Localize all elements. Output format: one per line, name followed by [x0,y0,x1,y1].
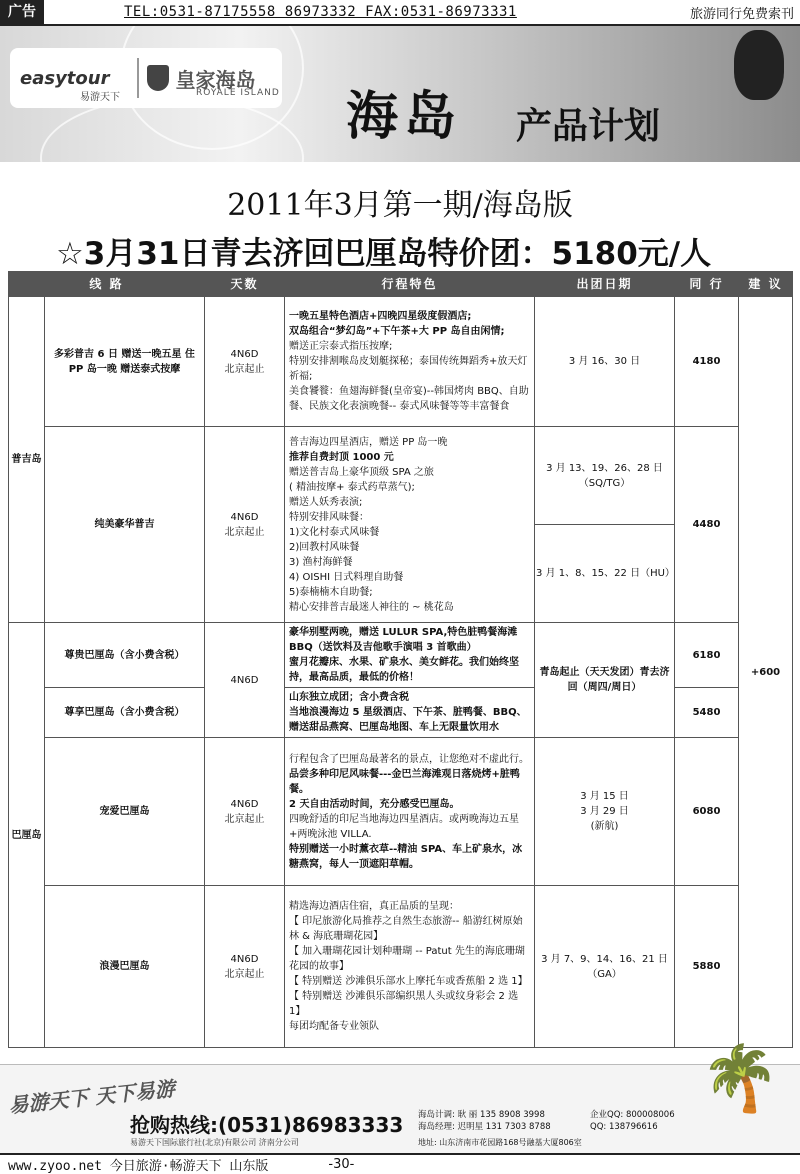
feature-line: 当地浪漫海边 5 星级酒店、下午茶、脏鸭餐、BBQ、赠送甜品燕窝、巴厘岛地图、车上无限量饮用水 [289,707,527,733]
feature-line: 4) OISHI 日式料理自助餐 [289,571,404,583]
issue-heading: 2011年3月第一期/海岛版 [227,188,573,223]
footer [0,1042,800,1153]
promo-heading: ☆3月31日青去济回巴厘岛特价团：5180元/人 [56,236,712,272]
route-days: 4N6D [205,623,285,738]
feature-line: 蜜月花瓣床、水果、矿泉水、美女鲜花。我们始终坚持，最高品质，最低的价格！ [289,657,519,683]
feature-line: 【 特别赠送 沙滩俱乐部水上摩托车或香蕉船 2 选 1】 [289,976,528,987]
feature-line: 双岛组合“梦幻岛”+下午茶+大 PP 岛自由闲情; [289,326,505,337]
feature-line: 美食饕餮：鱼翅海鲜餐(皇帝宴)--韩国烤肉 BBQ、自助餐、民族文化表演晚餐-- 泰式风味餐等等丰富餐食 [289,386,529,412]
feature-line: 行程包含了巴厘岛最著名的景点，让您绝对不虚此行。 [289,753,529,765]
banner [0,26,800,162]
route-dates: 3 月 7、9、14、16、21 日（GA） [535,886,675,1048]
feature-line: 豪华别墅两晚，赠送 LULUR SPA,特色脏鸭餐海滩 BBQ（送饮料及吉他歌手演唱 3 首歌曲） [289,627,518,653]
route-price: 6180 [675,623,739,688]
feature-line: 精心安排普吉最迷人神往的 ~ 桃花岛 [289,601,454,613]
suggested-markup: +600 [739,297,793,1048]
free-guide-note: 旅游同行免费索刊 [689,6,794,22]
route-name: 多彩普吉 6 日 赠送一晚五星 住 PP 岛一晚 赠送泰式按摩 [45,297,205,427]
header-dates: 出团日期 [535,272,675,297]
region-phuket: 普吉岛 [9,297,45,623]
feature-line: 1)文化村泰式风味餐 [289,526,380,538]
route-features [285,297,535,427]
feature-line: 赠送正宗泰式指压按摩; [289,341,393,352]
table-header-row [9,272,793,297]
easytour-logo-cn: 易游天下 [80,92,120,103]
page-number: -30- [328,1157,355,1172]
region-bali: 巴厘岛 [9,623,45,1048]
logo-divider [137,58,139,98]
feature-line: 品尝多种印尼风味餐---金巴兰海滩观日落烧烤+脏鸭餐。 [289,768,520,795]
route-features [285,427,535,623]
shield-icon [147,65,169,91]
bottom-bar [0,1153,800,1174]
route-features [285,738,535,886]
palm-tree-icon: 🌴 [700,1042,780,1116]
header-days: 天数 [205,272,285,297]
feature-line: 赠送人妖秀表演; [289,496,363,508]
easytour-logo: easytour [20,67,110,89]
top-bar [0,0,800,26]
table-row [9,688,793,738]
route-name: 浪漫巴厘岛 [45,886,205,1048]
feature-line: 【 加入珊瑚花园计划种珊瑚 -- Patut 先生的海底珊瑚花园的故事】 [289,946,525,972]
route-features [285,886,535,1048]
feature-line: 四晚舒适的印尼当地海边四星酒店。或两晚海边五星+两晚泳池 VILLA. [289,813,519,840]
route-dates: 3 月 15 日 3 月 29 日 (新航) [535,738,675,886]
hotline: 抢购热线:(0531)86983333 [130,1113,404,1137]
route-days: 4N6D 北京起止 [205,886,285,1048]
feature-line: 2)回教村风味餐 [289,541,360,553]
feature-line: 特别安排风味餐： [289,511,369,523]
feature-line: ( 精油按摩+ 泰式药草蒸气); [289,481,415,493]
feature-line: 每团均配备专业领队 [289,1021,379,1032]
manager-contacts: 海岛计调: 耿 丽 135 8908 3998 海岛经理: 迟明星 131 7303 8788 [418,1110,551,1132]
header-route: 线 路 [9,272,205,297]
route-days: 4N6D 北京起止 [205,427,285,623]
route-dates: 3 月 13、19、26、28 日（SQ/TG） [535,427,675,525]
feature-line: 5)泰楠楠木自助餐; [289,586,373,598]
address: 地址: 山东济南市花园路168号融基大厦806室 [418,1138,582,1147]
route-days: 4N6D 北京起止 [205,297,285,427]
feature-line: 3) 渔村海鲜餐 [289,556,353,568]
royale-logo-en: ROYALE ISLAND [196,88,280,98]
qq-contacts: 企业QQ: 800008006 QQ: 138796616 [590,1110,675,1132]
header-suggest: 建 议 [739,272,793,297]
logo-panel [10,48,282,108]
header-price: 同 行 [675,272,739,297]
table-row [9,297,793,427]
feature-line: 赠送普吉岛上豪华顶级 SPA 之旅 [289,466,434,478]
website-link[interactable]: www.zyoo.net 今日旅游·畅游天下 山东版 [8,1159,269,1174]
product-table [8,271,793,1048]
feature-line: 精选海边酒店住宿，真正品质的呈现： [289,901,459,912]
route-price: 6080 [675,738,739,886]
island-title: 海岛 [346,86,463,147]
royale-logo-cn: 皇家海岛 [175,67,256,92]
route-features [285,623,535,688]
route-days: 4N6D 北京起止 [205,738,285,886]
route-features [285,688,535,738]
feature-line: 山东独立成团；含小费含税 [289,692,409,703]
header-features: 行程特色 [285,272,535,297]
route-price: 5480 [675,688,739,738]
table-row [9,427,793,525]
feature-line: 特别赠送一小时薰衣草--精油 SPA、车上矿泉水，冰糖燕窝，每人一顶遮阳草帽。 [289,843,523,870]
route-name: 宠爱巴厘岛 [45,738,205,886]
ad-label: 广告 [0,0,44,24]
route-dates: 3 月 1、8、15、22 日（HU） [535,525,675,623]
feature-line: 2 天自由活动时间，充分感受巴厘岛。 [289,798,460,810]
route-dates: 3 月 16、30 日 [535,297,675,427]
company-name: 易游天下国际旅行社(北京)有限公司 济南分公司 [130,1138,299,1147]
feature-line: 一晚五星特色酒店+四晚四星级度假酒店; [289,311,472,322]
feature-line: 特别安排割喉岛皮划艇探秘；泰国传统舞蹈秀+放天灯祈福; [289,356,528,382]
brush-slogan: 易游天下 天下易游 [7,1076,176,1118]
tribal-mask-image [734,30,784,100]
route-name: 纯美豪华普吉 [45,427,205,623]
route-price: 4480 [675,427,739,623]
feature-line: 普吉海边四星酒店，赠送 PP 岛一晚 [289,436,448,448]
route-price: 5880 [675,886,739,1048]
table-row [9,886,793,1048]
feature-line: 推荐自费封顶 1000 元 [289,451,394,463]
feature-line: 【 印尼旅游化局推荐之自然生态旅游-- 船游红树原始林 & 海底珊瑚花园】 [289,916,523,942]
table-row [9,738,793,886]
route-name: 尊贵巴厘岛（含小费含税） [45,623,205,688]
route-price: 4180 [675,297,739,427]
table-row [9,623,793,688]
contact-numbers: TEL:0531-87175558 86973332 FAX:0531-86973331 [124,4,517,20]
route-name: 尊享巴厘岛（含小费含税） [45,688,205,738]
route-dates: 青岛起止（天天发团）青去济回（周四/周日） [535,623,675,738]
feature-line: 【 特别赠送 沙滩俱乐部编织黑人头或纹身彩会 2 选 1】 [289,991,519,1017]
plan-title: 产品计划 [516,106,661,147]
